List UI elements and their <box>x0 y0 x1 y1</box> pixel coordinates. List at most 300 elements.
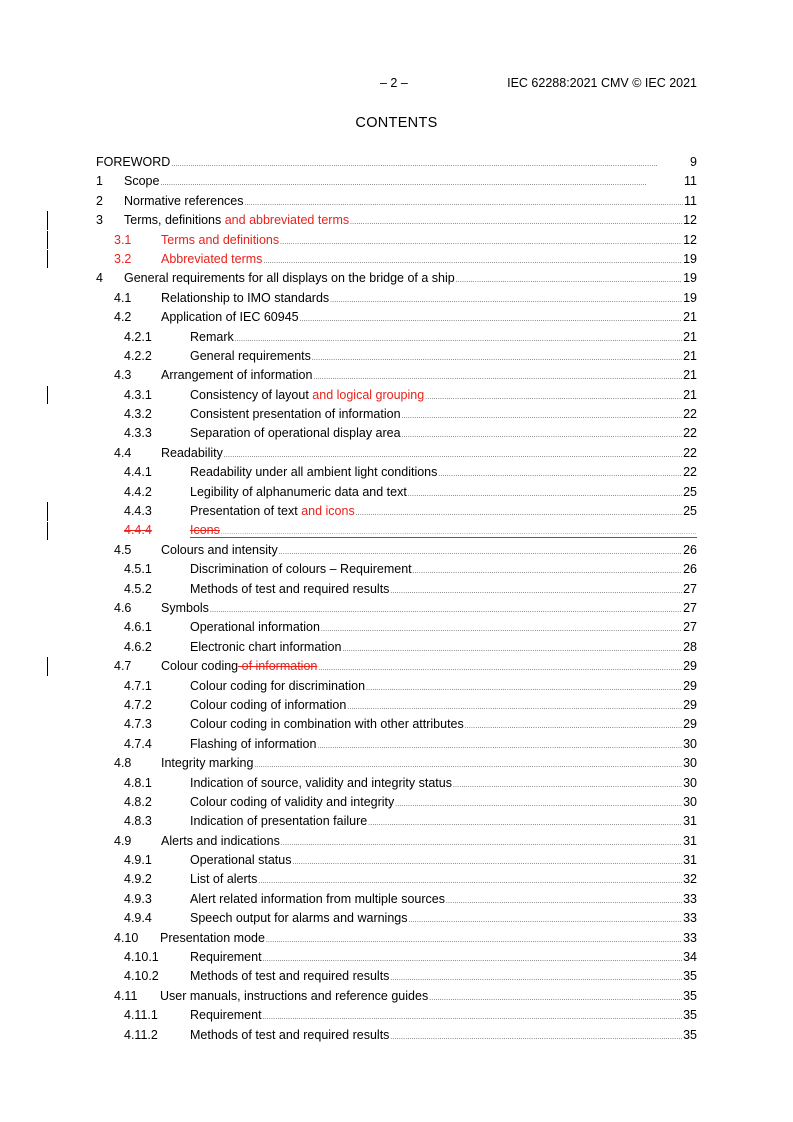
toc-entry[interactable] <box>190 582 697 596</box>
toc-page-number: 12 <box>683 232 697 247</box>
toc-entry-title <box>190 388 424 402</box>
toc-leader-dots <box>300 310 683 324</box>
toc-leader-dots <box>347 698 682 712</box>
toc-leader-dots <box>409 911 683 925</box>
toc-leader-dots <box>402 407 683 421</box>
toc-section-number: 4.7.4 <box>124 736 152 751</box>
toc-page-number: 22 <box>683 445 697 460</box>
page-header <box>0 76 793 92</box>
toc-page-number: 21 <box>683 329 697 344</box>
toc-entry[interactable] <box>190 679 697 693</box>
toc-entry-title <box>190 1028 389 1042</box>
toc-entry-title <box>96 155 170 169</box>
toc-entry-title <box>190 814 367 828</box>
toc-title-part: Speech output for alarms and warnings <box>190 911 408 926</box>
toc-page-number: 22 <box>683 407 697 422</box>
toc-leader-dots <box>456 271 682 285</box>
toc-row <box>0 346 793 365</box>
toc-row <box>0 307 793 326</box>
toc-page-number: 27 <box>683 620 697 635</box>
toc-entry[interactable] <box>190 330 697 344</box>
toc-page-number: 29 <box>683 659 697 674</box>
toc-row <box>0 695 793 714</box>
change-bar <box>47 522 48 540</box>
toc-section-number: 4.3.2 <box>124 407 152 422</box>
toc-title-part: Presentation mode <box>160 930 265 945</box>
toc-row <box>0 191 793 210</box>
toc-entry-title <box>190 1008 262 1022</box>
toc-title-part: Abbreviated terms <box>161 251 263 266</box>
toc-title-part: Operational status <box>190 853 292 868</box>
toc-section-number: 4.9.2 <box>124 872 152 887</box>
toc-entry-title <box>161 543 278 557</box>
toc-section-number: 4.7 <box>114 659 132 674</box>
toc-leader-dots <box>321 620 682 634</box>
toc-section-number: 4.6.1 <box>124 620 152 635</box>
toc-leader-dots <box>413 562 682 576</box>
toc-entry-title <box>161 233 279 247</box>
toc-entry-title <box>160 931 265 945</box>
toc-entry-title <box>190 330 234 344</box>
toc-section-number: 4.2 <box>114 310 132 325</box>
toc-section-number: 4.9 <box>114 833 132 848</box>
change-bar <box>47 657 48 675</box>
toc-title-part: General requirements <box>190 348 311 363</box>
toc-leader-dots <box>438 465 682 479</box>
toc-entry[interactable] <box>124 213 697 227</box>
toc-title-part: Separation of operational display area <box>190 426 401 441</box>
toc-section-number: 4.3 <box>114 368 132 383</box>
toc-page-number: 19 <box>683 271 697 286</box>
toc-entry[interactable] <box>190 969 697 983</box>
toc-section-number: 4.10 <box>114 930 139 945</box>
toc-entry[interactable] <box>161 233 697 247</box>
toc-entry-title <box>161 310 299 324</box>
toc-row <box>0 1005 793 1024</box>
toc-entry[interactable] <box>190 911 697 925</box>
toc-entry[interactable] <box>190 853 697 867</box>
toc-row <box>0 171 793 190</box>
toc-page-number: 35 <box>683 1027 697 1042</box>
toc-section-number: 4.8 <box>114 756 132 771</box>
change-bar <box>47 231 48 249</box>
toc-entry-title <box>190 562 412 576</box>
toc-page-number: 26 <box>683 542 697 557</box>
toc-entry-title <box>190 582 389 596</box>
contents-title: CONTENTS <box>355 115 438 131</box>
toc-entry[interactable] <box>161 368 697 382</box>
toc-section-number: 4.6.2 <box>124 639 152 654</box>
toc-page-number: 35 <box>683 988 697 1003</box>
toc-leader-dots <box>408 485 682 499</box>
toc-section-number: 4.3.3 <box>124 426 152 441</box>
toc-title-part: Colours and intensity <box>161 542 278 557</box>
toc-page-number: 21 <box>683 348 697 363</box>
toc-entry[interactable] <box>190 485 697 499</box>
toc-entry-title <box>190 853 291 867</box>
toc-entry[interactable] <box>190 737 697 751</box>
toc-entry-title <box>190 426 401 440</box>
toc-leader-dots <box>390 969 682 983</box>
toc-entry-title <box>190 349 311 363</box>
toc-leader-dots <box>465 717 682 731</box>
toc-entry[interactable] <box>161 446 697 460</box>
toc-row <box>0 423 793 442</box>
toc-entry-title <box>190 795 394 809</box>
toc-page-number: 35 <box>683 1008 697 1023</box>
toc-page-number: 34 <box>683 950 697 965</box>
toc-title-part: Presentation of text <box>190 504 302 519</box>
toc-leader-dots <box>263 1008 683 1022</box>
toc-entry[interactable] <box>96 155 697 169</box>
toc-row <box>0 676 793 695</box>
toc-row <box>0 579 793 598</box>
toc-row <box>0 617 793 636</box>
toc-entry[interactable] <box>190 698 697 712</box>
toc-row <box>0 637 793 656</box>
toc-leader-dots <box>254 756 682 770</box>
toc-title-part: FOREWORD <box>96 155 171 169</box>
toc-section-number: 4.7.3 <box>124 717 152 732</box>
toc-page-number: 19 <box>683 290 697 305</box>
toc-page-number: 30 <box>683 794 697 809</box>
toc-title-part: Indication of presentation failure <box>190 814 368 829</box>
toc-title-part: Normative references <box>124 193 244 208</box>
toc-title-part: Requirement <box>190 1008 262 1023</box>
toc-title-part: Remark <box>190 329 234 344</box>
toc-leader-dots <box>258 872 682 886</box>
change-bar <box>47 502 48 520</box>
toc-title-part: of information <box>238 659 318 674</box>
toc-title-part: General requirements for all displays on the bridge of a ship <box>124 271 455 286</box>
toc-row <box>0 288 793 307</box>
toc-entry[interactable] <box>190 388 697 402</box>
toc-entry-title <box>190 717 464 731</box>
toc-section-number: 4.4 <box>114 445 132 460</box>
toc-leader-dots <box>210 601 682 615</box>
toc-entry[interactable] <box>190 640 697 654</box>
toc-entry-title <box>190 465 437 479</box>
toc-leader-dots <box>318 659 682 673</box>
toc-title-part: Legibility of alphanumeric data and text <box>190 484 407 499</box>
toc-entry-title <box>190 523 220 537</box>
toc-title-part: Terms and definitions <box>161 232 280 247</box>
toc-entry-title <box>124 213 349 227</box>
toc-title-part: Symbols <box>161 600 209 615</box>
toc-leader-dots <box>235 330 682 344</box>
toc-section-number: 4.4.3 <box>124 504 152 519</box>
toc-title-part: Consistent presentation of information <box>190 407 401 422</box>
toc-entry[interactable] <box>190 950 697 964</box>
toc-entry[interactable] <box>124 174 697 188</box>
toc-entry-title <box>190 969 389 983</box>
toc-page-number: 33 <box>683 930 697 945</box>
toc-entry[interactable] <box>190 814 697 828</box>
toc-section-number: 4.4.1 <box>124 465 152 480</box>
toc-entry[interactable] <box>161 543 697 557</box>
toc-entry[interactable] <box>190 465 697 479</box>
change-bar <box>47 250 48 268</box>
toc-section-number: 4.7.2 <box>124 697 152 712</box>
toc-section-number: 4.8.2 <box>124 794 152 809</box>
toc-entry[interactable] <box>190 504 697 518</box>
toc-entry-title <box>190 640 341 654</box>
toc-leader-dots <box>390 1028 682 1042</box>
toc-leader-dots <box>266 931 682 945</box>
toc-entry[interactable] <box>190 349 697 363</box>
toc-leader-dots <box>368 814 682 828</box>
toc-entry[interactable] <box>190 1028 697 1042</box>
toc-section-number: 4.5.2 <box>124 581 152 596</box>
toc-leader-dots <box>356 504 682 518</box>
toc-page-number: 25 <box>683 484 697 499</box>
toc-title-part: Terms, definitions <box>124 213 225 228</box>
toc-leader-dots <box>453 776 682 790</box>
toc-entry[interactable] <box>161 291 697 305</box>
toc-entry-title <box>190 407 401 421</box>
toc-entry[interactable] <box>190 426 697 440</box>
toc-entry[interactable] <box>190 620 697 634</box>
toc-row <box>0 656 793 675</box>
toc-entry[interactable] <box>190 872 697 886</box>
toc-row <box>0 230 793 249</box>
toc-entry[interactable] <box>161 252 697 266</box>
toc-section-number: 4.10.2 <box>124 969 159 984</box>
toc-title-part: Scope <box>124 174 160 189</box>
toc-page-number: 25 <box>683 504 697 519</box>
toc-section-number: 4.3.1 <box>124 387 152 402</box>
toc-row <box>0 773 793 792</box>
toc-leader-dots <box>317 737 682 751</box>
toc-title-part: Icons <box>190 523 220 538</box>
toc-row <box>0 482 793 501</box>
toc-title-part: Alert related information from multiple sources <box>190 891 445 906</box>
toc-title-part: Relationship to IMO standards <box>161 290 330 305</box>
toc-page-number: 33 <box>683 891 697 906</box>
toc-row <box>0 365 793 384</box>
toc-entry-title <box>190 698 346 712</box>
toc-page-number: 27 <box>683 600 697 615</box>
toc-section-number: 4.8.1 <box>124 775 152 790</box>
toc-leader-dots <box>224 446 682 460</box>
toc-row <box>0 908 793 927</box>
toc-title-part: and logical grouping <box>312 387 425 402</box>
table-of-contents <box>0 152 793 1044</box>
toc-section-number: 4.11 <box>114 988 138 1003</box>
toc-title-part: Methods of test and required results <box>190 581 390 596</box>
toc-section-number: 3.2 <box>114 251 132 266</box>
toc-leader-dots <box>312 349 682 363</box>
toc-title-part: Requirement <box>190 950 262 965</box>
toc-entry[interactable] <box>124 194 697 208</box>
toc-entry[interactable] <box>190 407 697 421</box>
toc-entry[interactable] <box>190 523 697 538</box>
toc-row <box>0 928 793 947</box>
toc-title-part: Application of IEC 60945 <box>161 310 299 325</box>
toc-section-number: 1 <box>96 174 103 189</box>
toc-entry[interactable] <box>190 892 697 906</box>
toc-title-part: Methods of test and required results <box>190 969 390 984</box>
toc-leader-dots <box>350 213 682 227</box>
toc-entry-title <box>190 504 355 518</box>
toc-leader-dots <box>429 989 682 1003</box>
toc-page-number: 26 <box>683 562 697 577</box>
toc-leader-dots <box>425 388 682 402</box>
toc-leader-dots <box>395 795 682 809</box>
toc-row <box>0 869 793 888</box>
toc-page-number: 21 <box>683 368 697 383</box>
toc-section-number: 4.7.1 <box>124 678 152 693</box>
toc-section-number: 3.1 <box>114 232 132 247</box>
toc-title-part: Colour coding in combination with other attributes <box>190 717 464 732</box>
toc-entry[interactable] <box>161 659 697 673</box>
toc-entry-title <box>190 737 316 751</box>
toc-section-number: 4.4.4 <box>124 523 152 538</box>
toc-leader-dots <box>292 853 682 867</box>
toc-row <box>0 210 793 229</box>
toc-row <box>0 792 793 811</box>
toc-entry-title <box>161 756 253 770</box>
toc-entry-title <box>161 252 262 266</box>
toc-entry[interactable] <box>190 776 697 790</box>
toc-row <box>0 598 793 617</box>
toc-entry[interactable] <box>160 989 697 1003</box>
toc-entry-title <box>161 834 280 848</box>
toc-row <box>0 889 793 908</box>
toc-title-part: Consistency of layout <box>190 387 313 402</box>
toc-section-number: 4.4.2 <box>124 484 152 499</box>
toc-page-number: 31 <box>683 853 697 868</box>
toc-section-number: 4.1 <box>114 290 132 305</box>
toc-section-number: 4.5 <box>114 542 132 557</box>
toc-entry-title <box>190 911 408 925</box>
toc-leader-dots <box>313 368 682 382</box>
toc-page-number: 29 <box>683 717 697 732</box>
toc-title-part: and icons <box>301 504 355 519</box>
toc-page-number: 33 <box>683 911 697 926</box>
toc-row <box>0 385 793 404</box>
toc-row <box>0 462 793 481</box>
toc-page-number: 31 <box>683 833 697 848</box>
toc-entry-title <box>161 601 209 615</box>
toc-entry[interactable] <box>190 562 697 576</box>
toc-page-number: 30 <box>683 736 697 751</box>
toc-page-number: 30 <box>683 756 697 771</box>
toc-leader-dots <box>160 174 683 188</box>
toc-section-number: 4.11.2 <box>124 1027 158 1042</box>
toc-row <box>0 559 793 578</box>
toc-section-number: 4.5.1 <box>124 562 152 577</box>
toc-section-number: 2 <box>96 193 103 208</box>
toc-page-number: 22 <box>683 465 697 480</box>
toc-section-number: 4.9.3 <box>124 891 152 906</box>
toc-title-part: Colour coding of validity and integrity <box>190 794 395 809</box>
toc-page-number: 28 <box>683 639 697 654</box>
toc-page-number: 30 <box>683 775 697 790</box>
toc-section-number: 4.11.1 <box>124 1008 158 1023</box>
toc-section-number: 4.6 <box>114 600 132 615</box>
toc-leader-dots <box>446 892 682 906</box>
toc-row <box>0 501 793 520</box>
toc-page-number: 12 <box>683 213 697 228</box>
toc-entry-title <box>190 950 262 964</box>
toc-entry-title <box>160 989 428 1003</box>
toc-title-part: Indication of source, validity and integrity status <box>190 775 452 790</box>
toc-entry-title <box>124 271 455 285</box>
toc-entry-title <box>124 174 159 188</box>
toc-entry-title <box>161 291 329 305</box>
toc-title-part: Colour coding <box>161 659 239 674</box>
toc-entry[interactable] <box>190 1008 697 1022</box>
toc-row <box>0 734 793 753</box>
toc-entry[interactable] <box>161 756 697 770</box>
toc-row <box>0 831 793 850</box>
toc-leader-dots <box>330 291 682 305</box>
toc-page-number: 27 <box>683 581 697 596</box>
toc-row <box>0 811 793 830</box>
toc-section-number: 4.2.2 <box>124 348 152 363</box>
toc-entry[interactable] <box>161 310 697 324</box>
toc-row <box>0 850 793 869</box>
toc-leader-dots <box>263 252 682 266</box>
toc-page-number: 11 <box>684 174 697 189</box>
toc-entry-title <box>190 679 365 693</box>
toc-leader-dots <box>221 523 696 537</box>
toc-title-part: Readability under all ambient light conditions <box>190 465 438 480</box>
toc-entry[interactable] <box>161 834 697 848</box>
toc-leader-dots <box>171 155 689 169</box>
toc-title-part: Alerts and indications <box>161 833 280 848</box>
toc-title-part: Arrangement of information <box>161 368 313 383</box>
change-bar <box>47 211 48 229</box>
toc-row <box>0 986 793 1005</box>
toc-entry[interactable] <box>160 931 697 945</box>
toc-entry-title <box>190 485 407 499</box>
toc-leader-dots <box>280 233 682 247</box>
toc-row <box>0 1025 793 1044</box>
page-number: – 2 – <box>380 76 408 90</box>
toc-title-part: Electronic chart information <box>190 639 342 654</box>
toc-page-number: 32 <box>683 872 697 887</box>
toc-row <box>0 404 793 423</box>
toc-entry[interactable] <box>161 601 697 615</box>
toc-section-number: 4.9.4 <box>124 911 152 926</box>
toc-leader-dots <box>279 543 682 557</box>
toc-row <box>0 443 793 462</box>
toc-entry-title <box>124 194 244 208</box>
toc-section-number: 3 <box>96 213 103 228</box>
toc-title-part: Operational information <box>190 620 320 635</box>
toc-page-number: 29 <box>683 678 697 693</box>
toc-section-number: 4 <box>96 271 103 286</box>
toc-title-part: Colour coding for discrimination <box>190 678 366 693</box>
toc-entry-title <box>190 620 320 634</box>
toc-page-number: 21 <box>683 310 697 325</box>
toc-entry[interactable] <box>124 271 697 285</box>
toc-title-part: Colour coding of information <box>190 697 347 712</box>
toc-entry[interactable] <box>190 795 697 809</box>
toc-leader-dots <box>342 640 682 654</box>
toc-entry-title <box>190 892 445 906</box>
toc-title-part: Readability <box>161 445 223 460</box>
toc-row <box>0 966 793 985</box>
toc-title-part: Flashing of information <box>190 736 317 751</box>
toc-title-part: User manuals, instructions and reference guides <box>160 988 429 1003</box>
toc-leader-dots <box>281 834 682 848</box>
toc-leader-dots <box>263 950 683 964</box>
toc-entry[interactable] <box>190 717 697 731</box>
toc-section-number: 4.8.3 <box>124 814 152 829</box>
